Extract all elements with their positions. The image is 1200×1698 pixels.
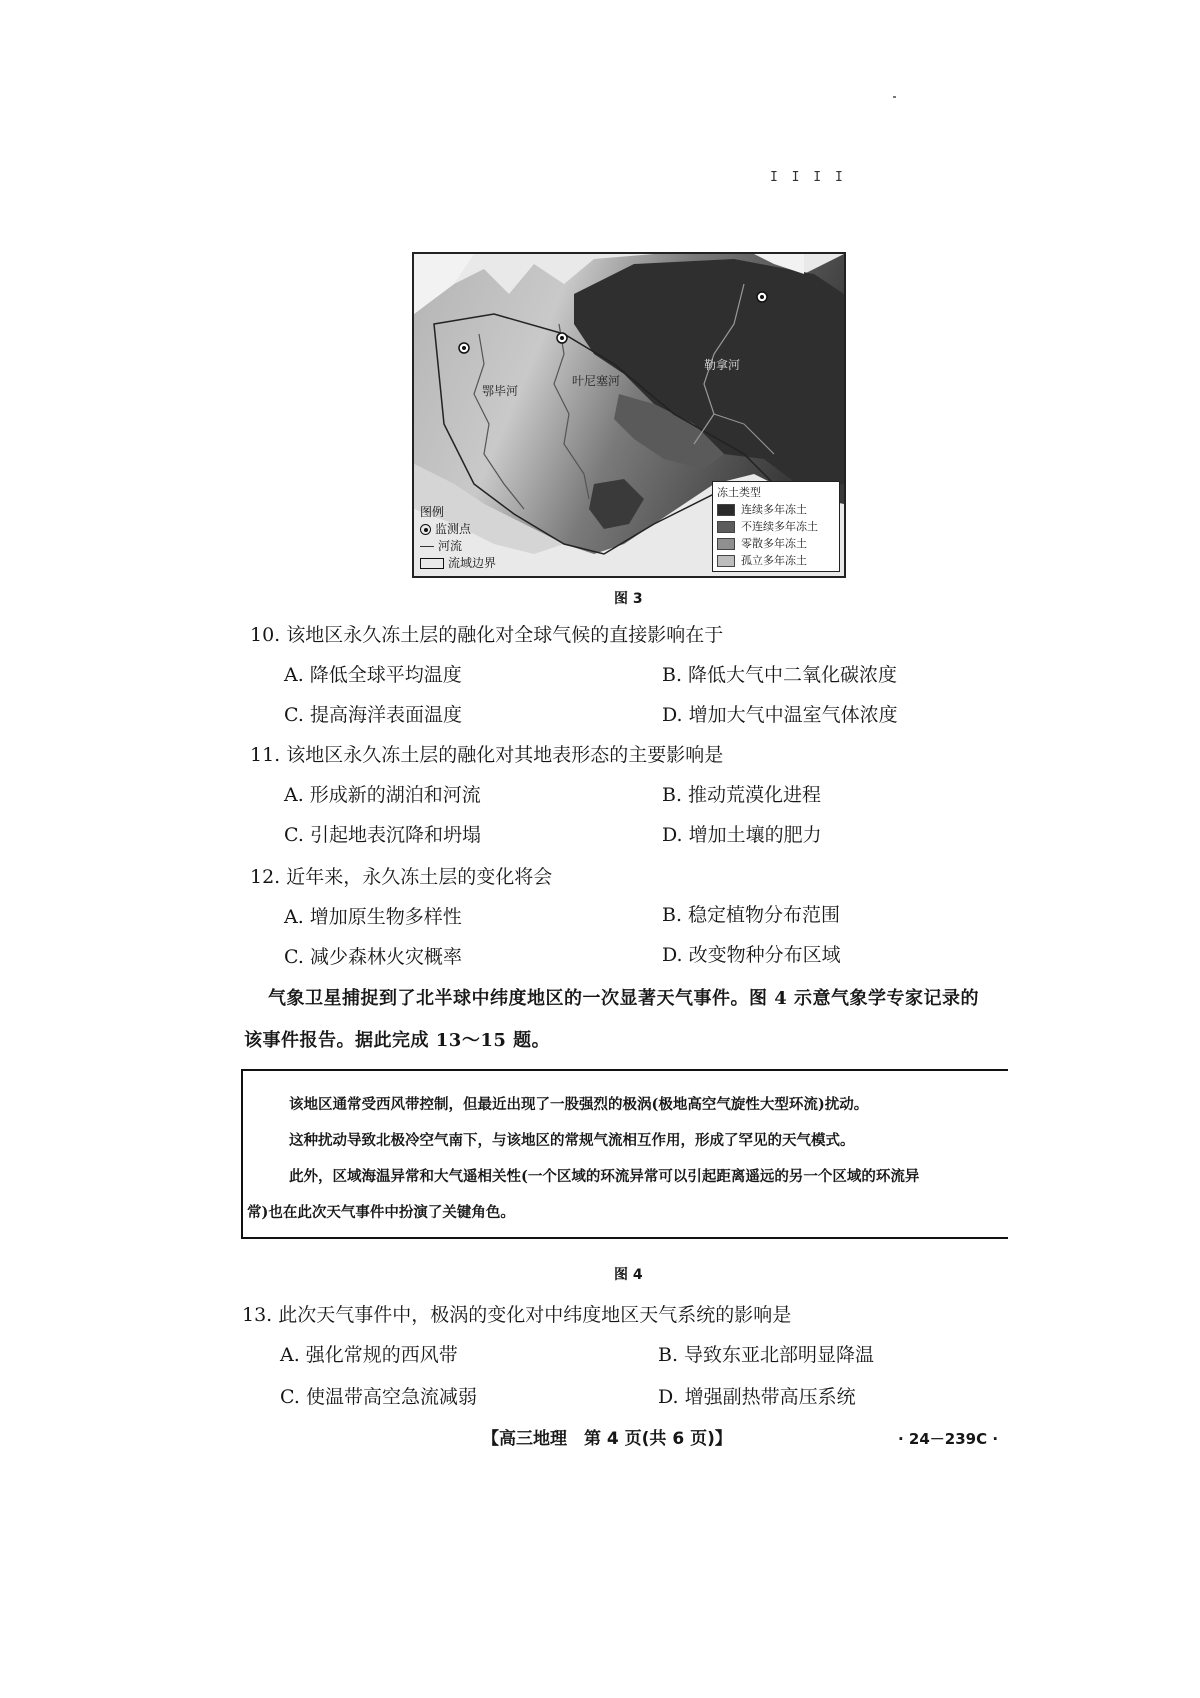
q12-option-c: C. 减少森林火灾概率 — [284, 946, 462, 968]
figure3-caption: 图 3 — [614, 591, 643, 607]
q11-option-c: C. 引起地表沉降和坍塌 — [284, 824, 481, 846]
pf-item-continuous: 连续多年冻土 — [741, 503, 807, 516]
q10-option-b: B. 降低大气中二氧化碳浓度 — [662, 664, 898, 686]
river-label-yenisei: 叶尼塞河 — [572, 374, 621, 388]
swatch-isolated — [717, 555, 735, 567]
q11-option-a: A. 形成新的湖泊和河流 — [284, 784, 481, 806]
legend-item-river: 河流 — [438, 539, 463, 553]
legend-item-monitoring: 监测点 — [435, 522, 472, 536]
legend-title: 图例 — [420, 505, 445, 519]
pf-item-sporadic: 零散多年冻土 — [741, 537, 807, 550]
pf-item-discontinuous: 不连续多年冻土 — [741, 520, 818, 533]
permafrost-legend-title: 冻土类型 — [717, 486, 761, 499]
report-line-3: 此外，区域海温异常和大气遥相关性(一个区域的环流异常可以引起距离遥远的另一个区域的环流异 — [289, 1168, 920, 1185]
report-line-1: 该地区通常受西风带控制，但最近出现了一股强烈的极涡(极地高空气旋性大型环流)扰动。 — [289, 1096, 869, 1113]
monitoring-point-1 — [459, 343, 469, 353]
scan-speck — [893, 96, 896, 98]
river-label-ob: 鄂毕河 — [482, 384, 519, 398]
q10-option-a: A. 降低全球平均温度 — [284, 664, 462, 686]
river-line-icon — [420, 546, 434, 547]
pf-item-isolated: 孤立多年冻土 — [741, 554, 807, 567]
weather-report-box — [241, 1069, 1008, 1239]
q13-option-a: A. 强化常规的西风带 — [280, 1344, 458, 1366]
q10-option-c: C. 提高海洋表面温度 — [284, 704, 462, 726]
q12-option-a: A. 增加原生物多样性 — [284, 906, 462, 928]
permafrost-map — [412, 252, 846, 578]
page-footer: 【高三地理 第 4 页(共 6 页)】 — [482, 1429, 732, 1449]
swatch-discontinuous — [717, 521, 735, 533]
swatch-continuous — [717, 504, 735, 516]
basin-boundary-icon — [420, 558, 444, 569]
question-10-stem: 10. 该地区永久冻土层的融化对全球气候的直接影响在于 — [250, 624, 724, 646]
q13-option-d: D. 增强副热带高压系统 — [658, 1386, 856, 1408]
map-legend — [420, 504, 496, 572]
permafrost-legend — [712, 481, 840, 572]
exam-code: · 24－239C · — [898, 1430, 999, 1448]
q10-option-d: D. 增加大气中温室气体浓度 — [662, 704, 898, 726]
question-11-stem: 11. 该地区永久冻土层的融化对其地表形态的主要影响是 — [250, 744, 724, 766]
report-line-4: 常)也在此次天气事件中扮演了关键角色。 — [247, 1204, 515, 1221]
monitoring-point-3 — [757, 292, 767, 302]
monitoring-point-icon — [420, 524, 431, 535]
q11-option-d: D. 增加土壤的肥力 — [662, 824, 822, 846]
question-12-stem: 12. 近年来，永久冻土层的变化将会 — [250, 866, 553, 888]
header-mark: I I I I — [770, 170, 846, 185]
figure4-caption: 图 4 — [614, 1267, 643, 1283]
q11-option-b: B. 推动荒漠化进程 — [662, 784, 822, 806]
monitoring-point-2 — [557, 333, 567, 343]
intro-line-2: 该事件报告。据此完成 13～15 题。 — [244, 1030, 551, 1051]
q13-option-c: C. 使温带高空急流减弱 — [280, 1386, 477, 1408]
q12-option-b: B. 稳定植物分布范围 — [662, 904, 841, 926]
legend-item-basin: 流域边界 — [448, 556, 497, 570]
intro-line-1: 气象卫星捕捉到了北半球中纬度地区的一次显著天气事件。图 4 示意气象学专家记录的 — [268, 988, 980, 1009]
report-line-2: 这种扰动导致北极冷空气南下，与该地区的常规气流相互作用，形成了罕见的天气模式。 — [289, 1132, 855, 1149]
q12-option-d: D. 改变物种分布区域 — [662, 944, 841, 966]
river-label-lena: 勒拿河 — [704, 358, 741, 372]
swatch-sporadic — [717, 538, 735, 550]
question-13-stem: 13. 此次天气事件中，极涡的变化对中纬度地区天气系统的影响是 — [242, 1304, 792, 1326]
q13-option-b: B. 导致东亚北部明显降温 — [658, 1344, 875, 1366]
